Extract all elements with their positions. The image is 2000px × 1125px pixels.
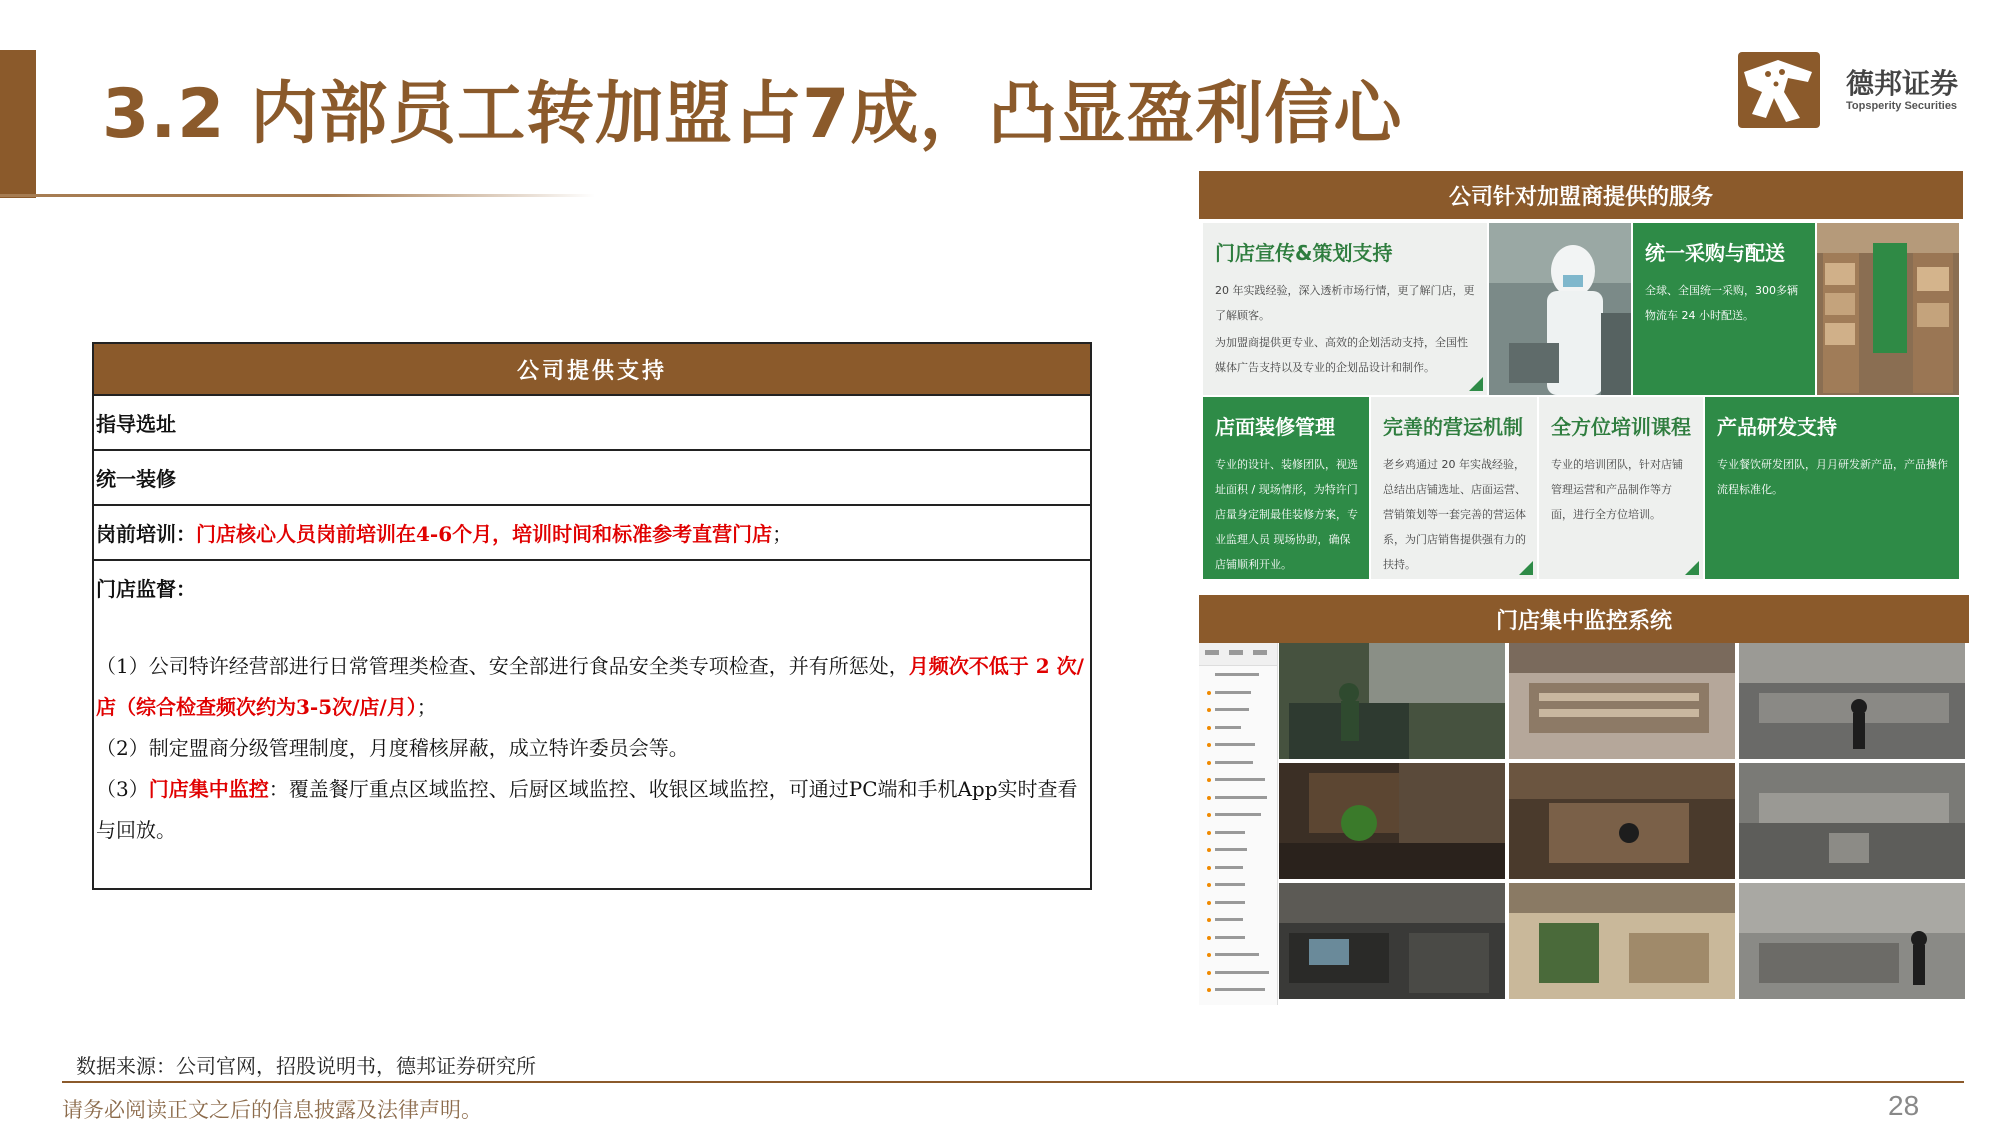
service-body: 专业的培训团队，针对店铺管理运营和产品制作等方面，进行全方位培训。: [1551, 458, 1683, 521]
row-training-text: 门店核心人员岗前培训在4-6个月，培训时间和标准参考直营门店: [196, 522, 773, 546]
camera-feed[interactable]: [1509, 883, 1735, 999]
camera-feed[interactable]: [1279, 643, 1505, 759]
p1-end: ；: [416, 695, 437, 719]
service-title: 完善的营运机制: [1383, 415, 1523, 439]
p3-text: ：覆盖餐厅重点区域监控、后厨区域监控、收银区域监控，可通过PC端和手机App实时查看与回放。: [96, 777, 1078, 842]
row-supervision-title: 门店监督：: [96, 577, 196, 601]
row-training-label: 岗前培训：: [96, 522, 196, 546]
legal-disclaimer: 请务必阅读正文之后的信息披露及法律声明。: [62, 1098, 482, 1122]
company-logo: [1738, 52, 1963, 132]
service-cell-renovation: [1203, 397, 1369, 579]
page-title: 3.2 内部员工转加盟占7成，凸显盈利信心: [102, 75, 1403, 154]
corner-triangle-icon: [1519, 561, 1533, 575]
service-title: 全方位培训课程: [1551, 415, 1691, 439]
services-panel-heading: 公司针对加盟商提供的服务: [1199, 171, 1963, 219]
service-title: 产品研发支持: [1717, 415, 1837, 439]
row-site-selection-text: 指导选址: [96, 412, 176, 436]
store-monitoring-panel: [1199, 595, 1969, 1005]
service-cell-operations: [1371, 397, 1537, 579]
row-training-end: ；: [772, 522, 793, 546]
warehouse-photo: [1817, 223, 1959, 395]
franchise-services-panel: [1199, 171, 1963, 579]
p1-highlight: 月频次不低于 2 次/店（综合检查频次约为3-5次/店/月）: [96, 654, 1084, 719]
service-body: 全球、全国统一采购，300多辆物流车 24 小时配送。: [1645, 284, 1798, 322]
service-body: 老乡鸡通过 20 年实战经验，总结出店铺选址、店面运营、营销策划等一套完善的营运体系，为门店销售提供强有力的扶持。: [1383, 458, 1526, 571]
camera-feed[interactable]: [1509, 763, 1735, 879]
p1-text: （1）公司特许经营部进行日常管理类检查、安全部进行食品安全类专项检查，并有所惩处，: [96, 654, 909, 678]
service-cell-training: [1539, 397, 1703, 579]
camera-feed[interactable]: [1739, 763, 1965, 879]
camera-grid: [1279, 643, 1969, 1005]
kitchen-staff-photo: [1489, 223, 1631, 395]
logo-leopard-icon: [1738, 52, 1820, 128]
service-body: 20 年实践经验，深入透析市场行情，更了解门店，更了解顾客。: [1215, 284, 1475, 322]
camera-feed[interactable]: [1739, 643, 1965, 759]
page-number: 28: [1888, 1090, 1920, 1121]
camera-feed[interactable]: [1739, 883, 1965, 999]
camera-feed[interactable]: [1509, 643, 1735, 759]
camera-feed[interactable]: [1279, 883, 1505, 999]
supervision-paragraph-1: [96, 646, 1090, 728]
table-row-site-selection: [94, 396, 1090, 451]
supervision-paragraph-3: [96, 769, 1090, 851]
title-underline: [0, 194, 595, 197]
sidebar-tabs[interactable]: [1199, 643, 1277, 666]
logo-english-name: Topsperity Securities: [1846, 100, 1958, 112]
service-cell-rnd: [1705, 397, 1959, 579]
table-row-renovation: [94, 451, 1090, 506]
logo-chinese-name: 德邦证券: [1846, 67, 1959, 100]
camera-list-sidebar[interactable]: [1199, 643, 1278, 1005]
service-title: 店面装修管理: [1215, 415, 1335, 439]
support-table: [92, 342, 1092, 890]
service-cell-promotion: [1203, 223, 1487, 395]
supervision-paragraph-2: （2）制定盟商分级管理制度，月度稽核屏蔽，成立特许委员会等。: [96, 736, 689, 760]
service-body: 专业餐饮研发团队，月月研发新产品，产品操作流程标准化。: [1717, 458, 1948, 496]
corner-triangle-icon: [1469, 377, 1483, 391]
data-source-note: 数据来源：公司官网，招股说明书，德邦证券研究所: [76, 1054, 536, 1078]
corner-triangle-icon: [1685, 561, 1699, 575]
camera-feed[interactable]: [1279, 763, 1505, 879]
service-body: 专业的设计、装修团队，视选址面积 / 现场情形，为特许门店量身定制最佳装修方案，专业监理人员 现场协助，确保店铺顺利开业。: [1215, 458, 1358, 571]
title-accent-bar: [0, 50, 36, 198]
footer-divider: [62, 1081, 1964, 1083]
row-renovation-text: 统一装修: [96, 467, 176, 491]
service-title: 统一采购与配送: [1645, 241, 1785, 265]
service-body: 为加盟商提供更专业、高效的企划活动支持，全国性媒体广告支持以及专业的企划品设计和制作。: [1215, 336, 1468, 374]
p3-highlight: 门店集中监控: [148, 777, 269, 801]
support-table-heading: 公司提供支持: [94, 344, 1090, 396]
table-row-training: [94, 506, 1090, 561]
service-title: 门店宣传&策划支持: [1215, 241, 1393, 265]
table-row-supervision: [94, 561, 1090, 891]
service-cell-procurement: [1633, 223, 1815, 395]
p3-prefix: （3）: [96, 777, 149, 801]
monitoring-panel-heading: 门店集中监控系统: [1199, 595, 1969, 643]
